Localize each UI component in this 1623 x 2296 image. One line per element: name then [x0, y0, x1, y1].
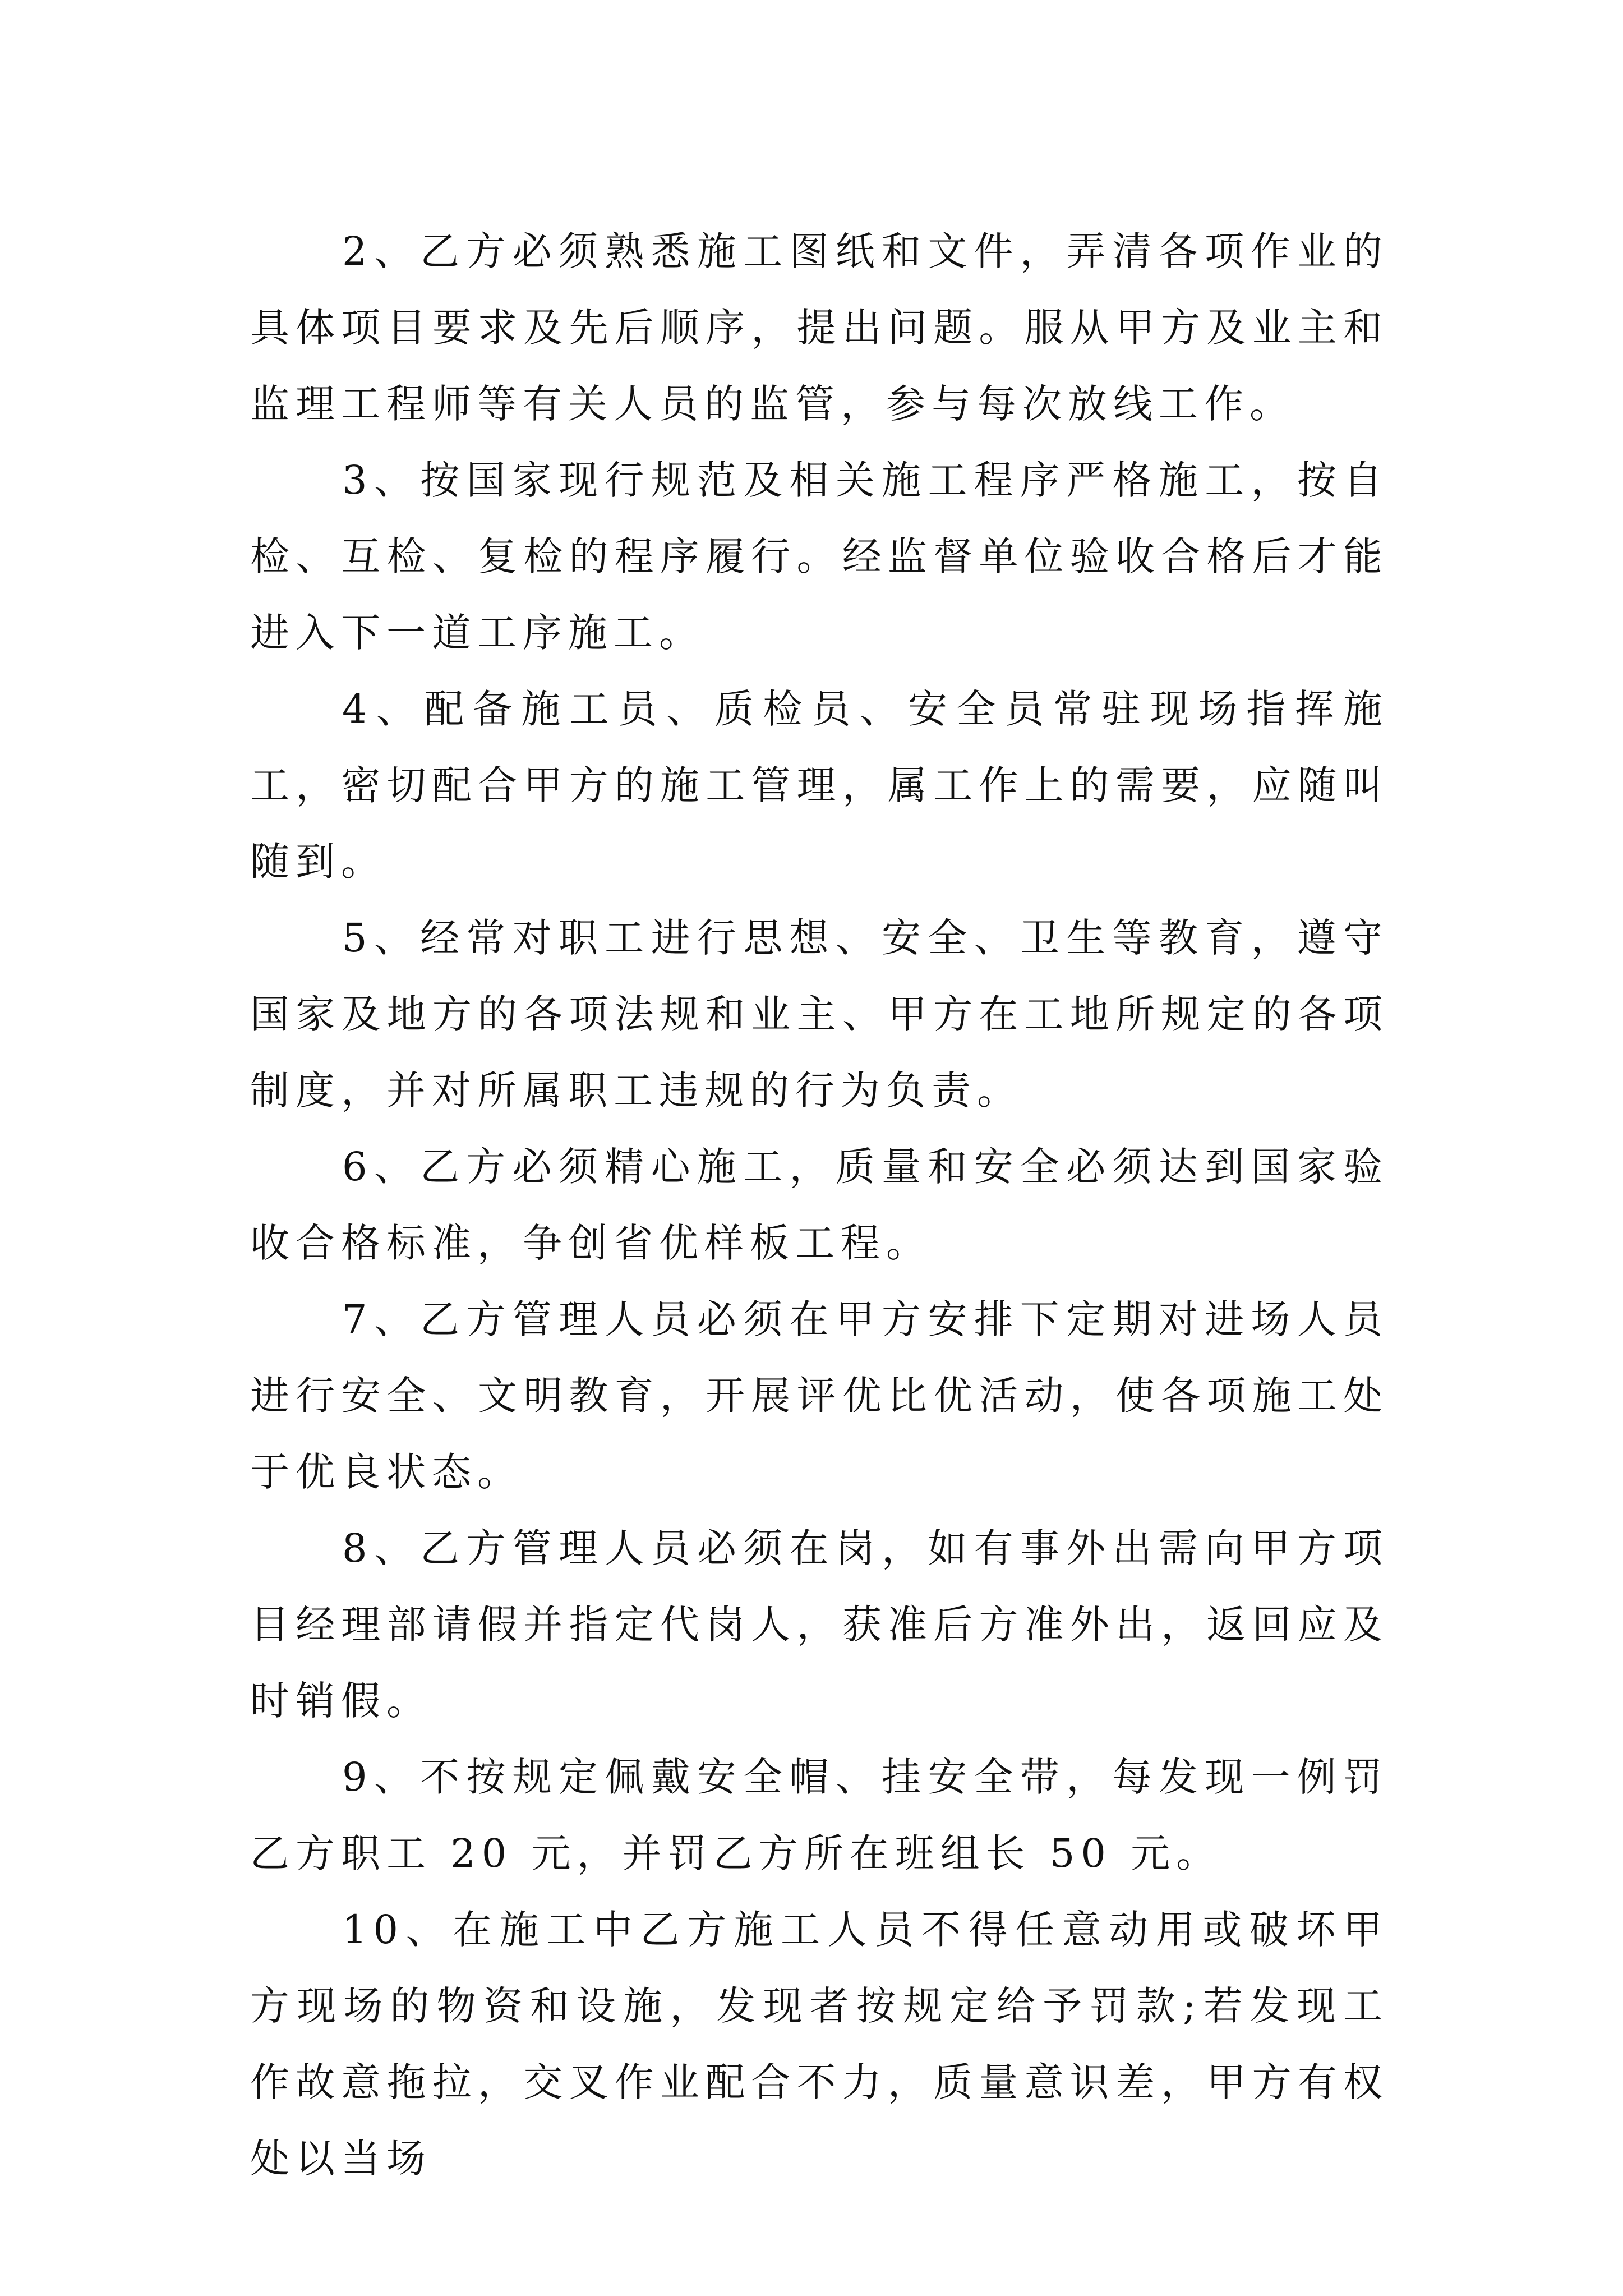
paragraph-clause-3: 3、按国家现行规范及相关施工程序严格施工，按自检、互检、复检的程序履行。经监督单位验收合格后才能进入下一道工序施工。	[250, 457, 1389, 656]
paragraph-clause-5: 5、经常对职工进行思想、安全、卫生等教育，遵守国家及地方的各项法规和业主、甲方在工地所规定的各项制度，并对所属职工违规的行为负责。	[250, 915, 1389, 1114]
paragraph-clause-6: 6、乙方必须精心施工，质量和安全必须达到国家验收合格标准，争创省优样板工程。	[250, 1144, 1389, 1266]
paragraph-clause-9: 9、不按规定佩戴安全帽、挂安全带，每发现一例罚乙方职工 20 元，并罚乙方所在班组长 50 元。	[250, 1754, 1389, 1876]
paragraph-clause-4: 4、配备施工员、质检员、安全员常驻现场指挥施工，密切配合甲方的施工管理，属工作上的需要，应随叫随到。	[250, 686, 1389, 885]
paragraph-clause-2: 2、乙方必须熟悉施工图纸和文件，弄清各项作业的具体项目要求及先后顺序，提出问题。服从甲方及业主和监理工程师等有关人员的监管，参与每次放线工作。	[250, 228, 1389, 427]
paragraph-clause-7: 7、乙方管理人员必须在甲方安排下定期对进场人员进行安全、文明教育，开展评优比优活动，使各项施工处于优良状态。	[250, 1296, 1389, 1495]
paragraph-clause-10: 10、在施工中乙方施工人员不得任意动用或破坏甲方现场的物资和设施，发现者按规定给予罚款;若发现工作故意拖拉，交叉作业配合不力，质量意识差，甲方有权处以当场	[250, 1907, 1389, 2182]
document-body	[250, 213, 1389, 2197]
paragraph-clause-8: 8、乙方管理人员必须在岗，如有事外出需向甲方项目经理部请假并指定代岗人，获准后方准外出，返回应及时销假。	[250, 1525, 1389, 1724]
